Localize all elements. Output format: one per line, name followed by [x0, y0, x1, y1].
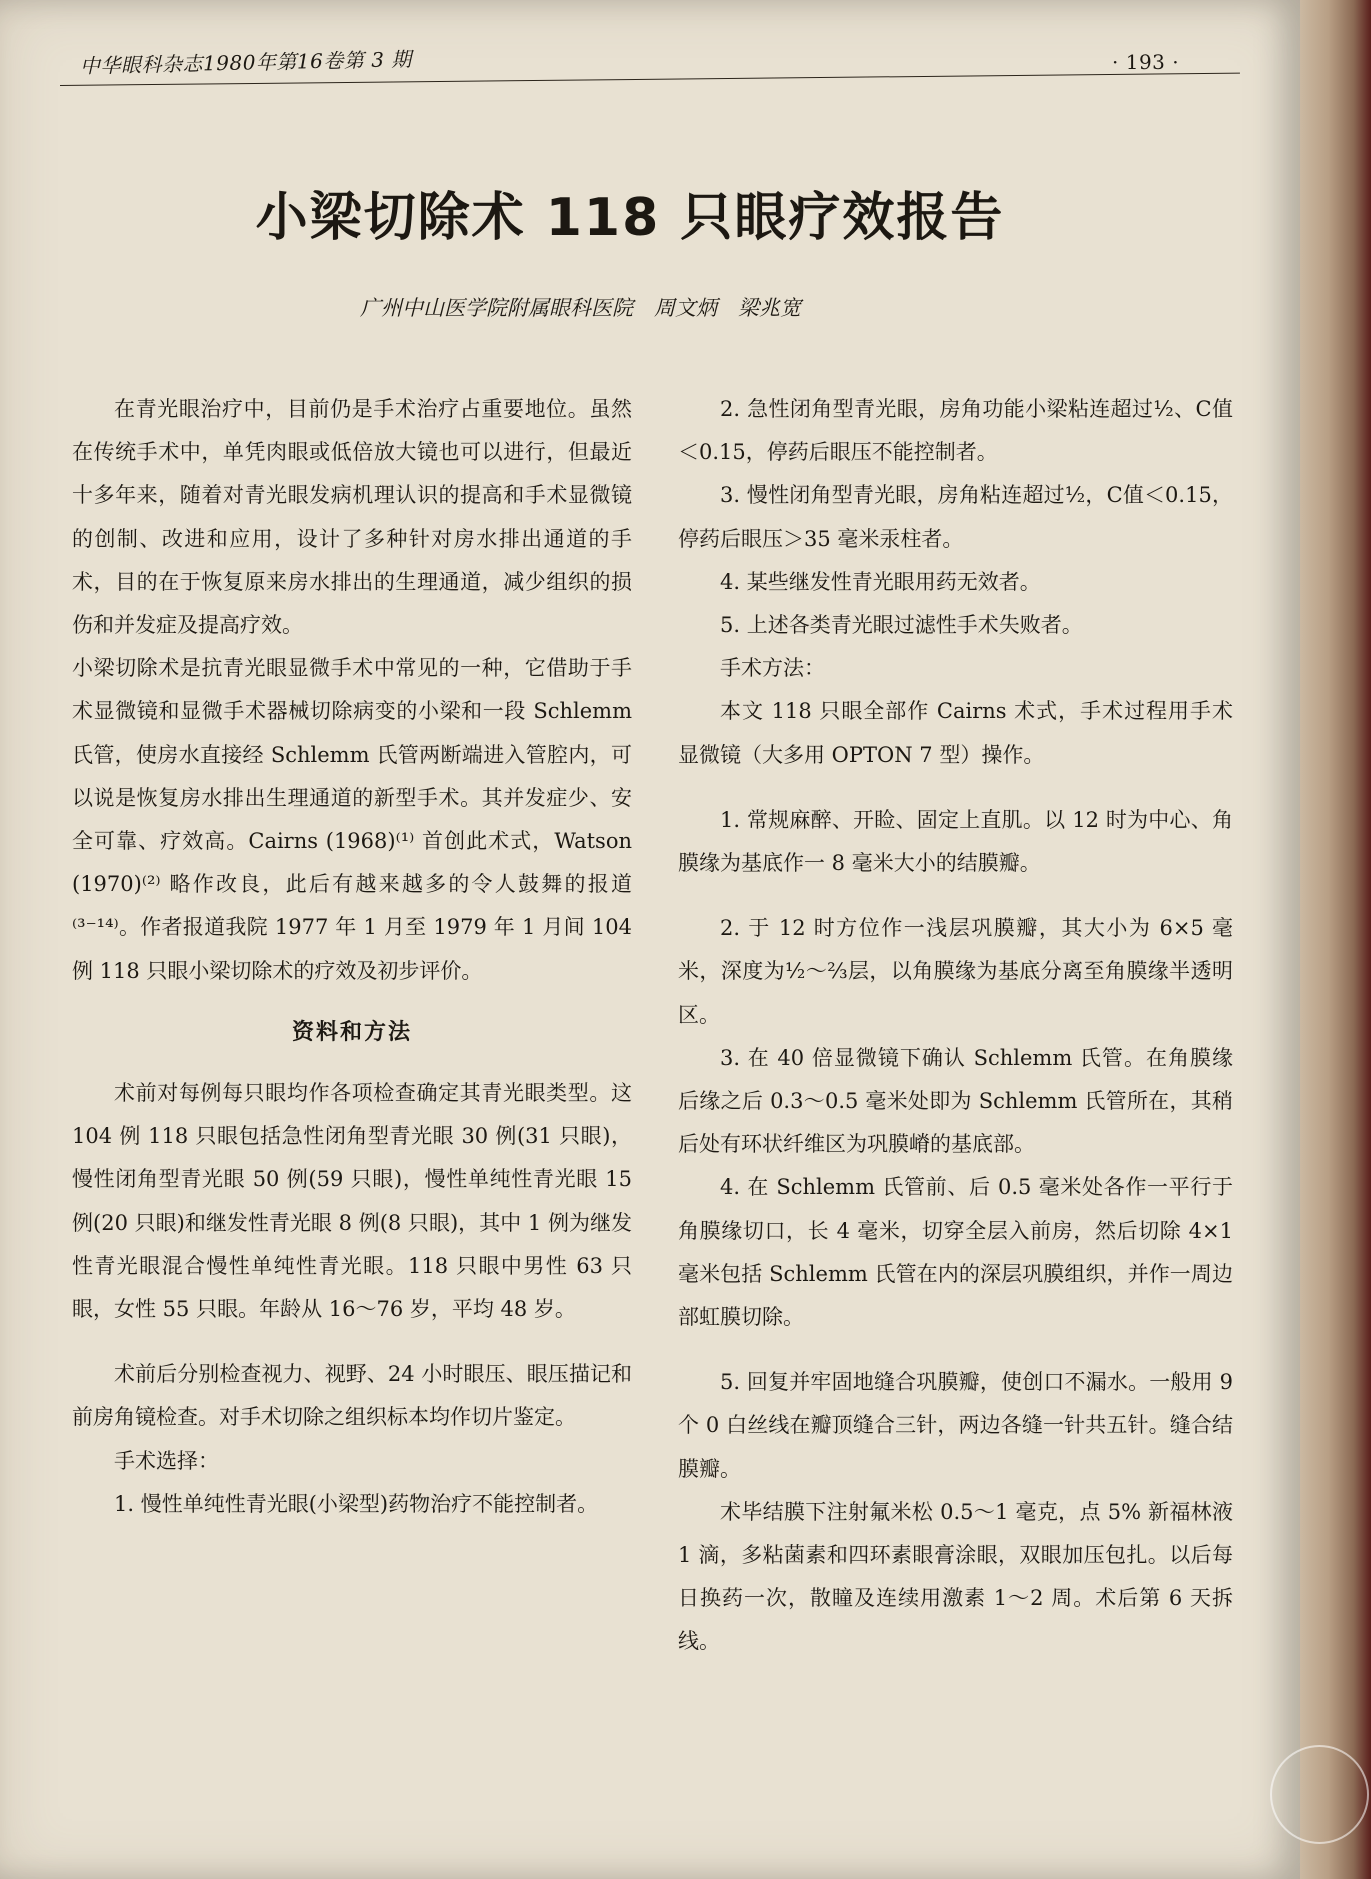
intro-paragraph: 在青光眼治疗中，目前仍是手术治疗占重要地位。虽然在传统手术中，单凭肉眼或低倍放大镜也可以进行，但最近十多年来，随着对青光眼发病机理认识的提高和手术显微镜的创制、改进和应用，设计了多种针对房水排出通道的手术，目的在于恢复原来房水排出的生理通道，减少组织的损伤和并发症及提高疗效。 [72, 397, 632, 638]
article-title: 小梁切除术 118 只眼疗效报告 [255, 188, 1005, 248]
selection-item-3: 3. 慢性闭角型青光眼，房角粘连超过½，C值＜0.15，停药后眼压＞35 毫米汞柱者。 [678, 483, 1233, 551]
book-page-edge [1300, 0, 1371, 1879]
method-step-5: 5. 回复并牢固地缝合巩膜瓣，使创口不漏水。一般用 9 个 0 白丝线在瓣顶缝合三针，两边各缝一针共五针。缝合结膜瓣。 [678, 1370, 1233, 1481]
selection-item-2: 2. 急性闭角型青光眼，房角功能小梁粘连超过½、C值＜0.15，停药后眼压不能控制者。 [678, 397, 1233, 465]
selection-item-5: 5. 上述各类青光眼过滤性手术失败者。 [720, 613, 1083, 638]
method-step-2: 2. 于 12 时方位作一浅层巩膜瓣，其大小为 6×5 毫米，深度为½～⅔层，以角膜缘为基底分离至角膜缘半透明区。 [678, 916, 1233, 1027]
method-step-3: 3. 在 40 倍显微镜下确认 Schlemm 氏管。在角膜缘后缘之后 0.3～0.5 毫米处即为 Schlemm 氏管所在，其稍后处有环状纤维区为巩膜嵴的基底部。 [678, 1045, 1233, 1157]
right-column [678, 388, 1233, 1664]
section-heading-materials-methods: 资料和方法 [291, 1018, 412, 1045]
selection-item-1: 1. 慢性单纯性青光眼(小梁型)药物治疗不能控制者。 [114, 1491, 599, 1516]
background-paragraph: 小梁切除术是抗青光眼显微手术中常见的一种，它借助于手术显微镜和显微手术器械切除病变的小梁和一段 Schlemm 氏管，使房水直接经 Schlemm 氏管两断端进入管腔内，可以说是恢复房水排出生理通道的新型手术。其并发症少、安全可靠、疗效高。Cairns (1968)⁽¹⁾ 首创此术式，Watson (1970)⁽²⁾ 略作改良，此后有越来越多的令人鼓舞的报道⁽³⁻¹⁴⁾。作者报道我院 1977 年 1 月至 1979 年 1 月间 104 例 118 只眼小梁切除术的疗效及初步评价。 [72, 656, 632, 983]
patients-paragraph: 术前对每例每只眼均作各项检查确定其青光眼类型。这 104 例 118 只眼包括急性闭角型青光眼 30 例(31 只眼)，慢性闭角型青光眼 50 例(59 只眼)，慢性单纯性青光眼 15 例(20 只眼)和继发性青光眼 8 例(8 只眼)，其中 1 例为继发性青光眼混合慢性单纯性青光眼。118 只眼中男性 63 只眼，女性 55 只眼。年龄从 16～76 岁，平均 48 岁。 [72, 1081, 632, 1322]
byline: 广州中山医学院附属眼科医院 周文炳 梁兆宽 [360, 296, 801, 320]
exam-paragraph: 术前后分别检查视力、视野、24 小时眼压、眼压描记和前房角镜检查。对手术切除之组织标本均作切片鉴定。 [72, 1362, 632, 1430]
selection-heading: 手术选择： [114, 1448, 219, 1473]
postop-paragraph: 术毕结膜下注射氟米松 0.5～1 毫克，点 5% 新福林液 1 滴，多粘菌素和四环素眼膏涂眼，双眼加压包扎。以后每日换药一次，散瞳及连续用激素 1～2 周。术后第 6 天拆线。 [678, 1499, 1233, 1654]
page-number: · 193 · [1112, 50, 1180, 74]
method-intro: 本文 118 只眼全部作 Cairns 术式，手术过程用手术显微镜（大多用 OPTON 7 型）操作。 [678, 699, 1233, 767]
method-heading: 手术方法： [720, 656, 825, 681]
left-column [72, 388, 632, 1526]
watermark-stamp [1270, 1745, 1369, 1844]
selection-item-4: 4. 某些继发性青光眼用药无效者。 [720, 569, 1041, 594]
method-step-4: 4. 在 Schlemm 氏管前、后 0.5 毫米处各作一平行于角膜缘切口，长 4 毫米，切穿全层入前房，然后切除 4×1 毫米包括 Schlemm 氏管在内的深层巩膜组织，并作一周边部虹膜切除。 [678, 1175, 1233, 1330]
journal-info: 中华眼科杂志1980年第16卷第 3 期 [79, 47, 413, 78]
method-step-1: 1. 常规麻醉、开睑、固定上直肌。以 12 时为中心、角膜缘为基底作一 8 毫米大小的结膜瓣。 [678, 807, 1233, 876]
